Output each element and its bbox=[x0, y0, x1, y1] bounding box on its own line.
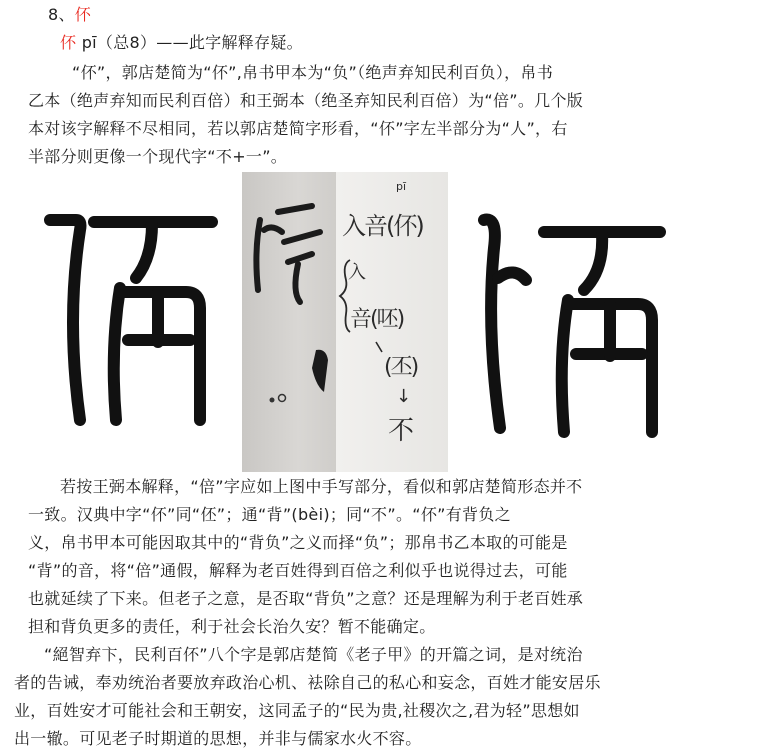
note-line: 入咅(伓) bbox=[342, 212, 423, 240]
paragraph-line: 义，帛书甲本可能因取其中的“背负”之义而择“负”；那帛书乙本取的可能是 bbox=[28, 533, 568, 552]
subheading-char: 伓 bbox=[60, 33, 77, 52]
paragraph-line: 一致。汉典中字“伓”同“伾”；通“背”(bèi)；同“不”。“伓”有背负之 bbox=[28, 505, 511, 524]
note-line: 咅(呸) bbox=[350, 307, 404, 332]
paragraph-line: 乙本（绝声弃知而民利百倍）和王弼本（绝圣弃知民利百倍）为“倍”。几个版 bbox=[28, 91, 584, 110]
paragraph-line: 担和背负更多的责任，利于社会长治久安？暂不能确定。 bbox=[28, 617, 436, 636]
seal-glyph-right bbox=[474, 208, 670, 444]
handwriting-photo bbox=[242, 172, 448, 472]
handwritten-notes bbox=[336, 172, 448, 472]
paragraph-line: 出一辙。可见老子时期道的思想，并非与儒家水火不容。 bbox=[14, 729, 422, 748]
seal-glyph-left bbox=[36, 200, 226, 434]
paragraph-line: “背”的音，将“倍”通假，解释为老百姓得到百倍之利似乎也说得过去，可能 bbox=[28, 561, 568, 580]
note-line: (丕) bbox=[384, 355, 418, 380]
note-pinyin: pī bbox=[396, 180, 407, 193]
bamboo-slip-photo bbox=[242, 172, 336, 472]
paragraph-line: 业，百姓安才可能社会和王朝安，这同孟子的“民为贵,社稷次之,君为轻”思想如 bbox=[14, 701, 580, 720]
paragraph-line: “絕智弃卞，民利百伓”八个字是郭店楚简《老子甲》的开篇之词，是对统治 bbox=[44, 645, 583, 664]
note-arrow: ↓ bbox=[396, 386, 412, 407]
slip-character-icon bbox=[242, 172, 336, 472]
paragraph-line: 者的告诫，奉劝统治者要放弃政治心机、袪除自己的私心和妄念，百姓才能安居乐 bbox=[14, 673, 601, 692]
paragraph-line: 半部分则更像一个现代字“不+一”。 bbox=[28, 147, 288, 166]
subheading bbox=[60, 32, 303, 54]
section-number: 8、 bbox=[48, 5, 75, 24]
paragraph-line: 本对该字解释不尽相同，若以郭店楚简字形看，“伓”字左半部分为“人”，右 bbox=[28, 119, 568, 138]
note-line: 不 bbox=[388, 416, 415, 446]
character-figure bbox=[30, 172, 670, 472]
section-heading bbox=[48, 4, 91, 26]
note-line: 入 bbox=[348, 262, 366, 283]
paragraph-line: “伓”，郭店楚简为“伓”,帛书甲本为“负”（绝声弃知民利百负），帛书 bbox=[72, 63, 554, 82]
subheading-text: pī（总8）——此字解释存疑。 bbox=[76, 33, 303, 52]
section-char: 伓 bbox=[74, 5, 92, 24]
paragraph-line: 也就延续了下来。但老子之意，是否取“背负”之意？还是理解为利于老百姓承 bbox=[28, 589, 584, 608]
paragraph-line: 若按王弼本解释，“倍”字应如上图中手写部分，看似和郭店楚简形态并不 bbox=[60, 477, 583, 496]
